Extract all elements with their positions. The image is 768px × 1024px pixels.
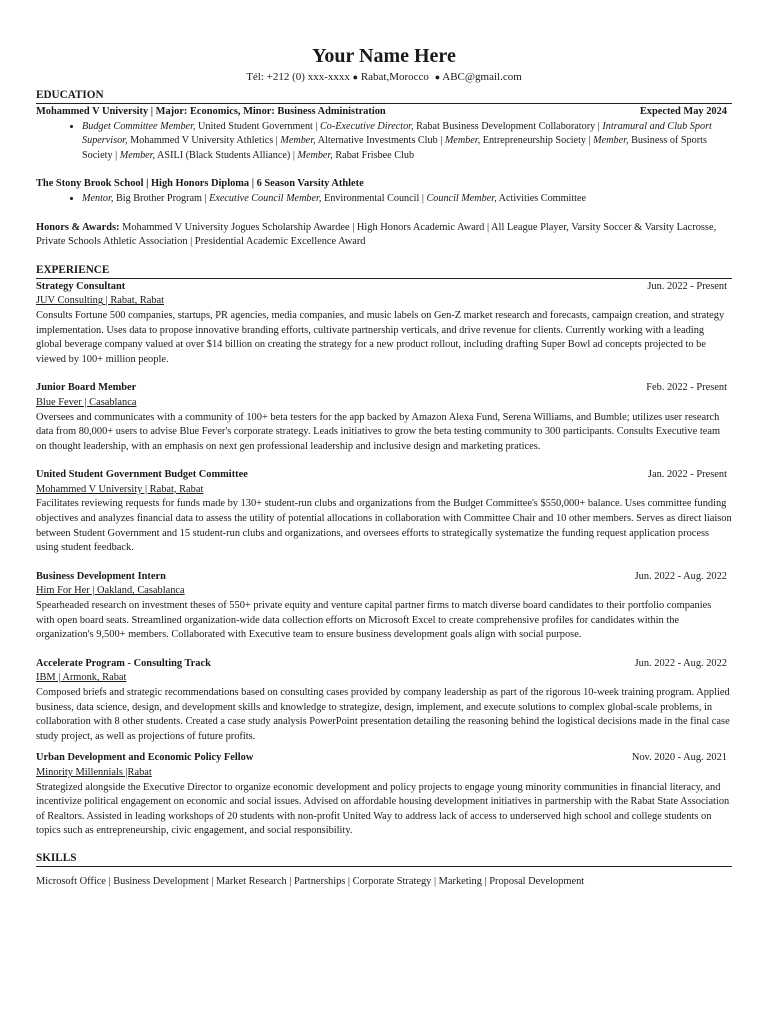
school-2-activities	[36, 192, 732, 207]
candidate-name: Your Name Here	[312, 45, 456, 67]
activity-role: Member,	[593, 135, 629, 147]
activity-org: Entrepreneurship Society |	[480, 135, 594, 147]
job-organization: JUV Consulting | Rabat, Rabat	[36, 295, 165, 307]
job-description: Spearheaded research on investment theses of 550+ private equity and venture capital partner firms to match diverse board candidates to their portfolio companies with open board seats. Streamlined organization-wide data collection efforts on Microsoft Excel to create comprehensive profiles for candidates within the organization's 9,500+ members. Collaborated with Executive team to ensure business development goals align with social purpose.	[36, 600, 712, 641]
honors-label: Honors & Awards:	[36, 221, 120, 233]
activity-role: Co-Executive Director,	[320, 120, 414, 132]
job-title: Strategy Consultant	[36, 280, 126, 292]
job-date: Jun. 2022 - Present	[647, 280, 727, 292]
job-title: United Student Government Budget Committee	[36, 469, 248, 481]
job-date: Jun. 2022 - Aug. 2022	[634, 570, 727, 582]
activity-role: Member,	[297, 149, 333, 161]
activity-role: Mentor,	[82, 192, 114, 204]
education-school-1	[36, 105, 732, 163]
job-description: Strategized alongside the Executive Director to organize economic development and policy projects to engage young minority communities in financial literacy, and incentivize political engagement on economic and social issues. Advised on affordable housing development initiatives in partnership with the Rabat State Association of Realtors. Assisted in leading workshops of 20 students with non-profit United Way to address lack of access to underserved high school and college students on topics such as entrepreneurship, civic engagement, and social responsibility.	[36, 781, 730, 837]
activity-org: Mohammed V University Athletics |	[127, 135, 281, 147]
job-entry	[36, 751, 732, 839]
skills-heading: SKILLS	[36, 851, 732, 867]
contact-location: Rabat,Morocco	[360, 71, 429, 83]
contact-email: ABC@gmail.com	[442, 71, 522, 83]
job-header	[36, 468, 732, 483]
job-entry	[36, 381, 732, 454]
contact-line	[36, 70, 732, 84]
job-description: Oversees and communicates with a community of 100+ beta testers for the app backed by Amazon Alexa Fund, Serena Williams, and Bumble; utilizes user research data from 80,000+ users to advise Blue Fever's corporate strategy. Leads initiatives to grow the beta testing community to 300 participants. Consults Executive team on thought leadership, with an emphasis on next gen professional leadership and inclusive design and marketing pratices.	[36, 411, 721, 452]
job-description: Composed briefs and strategic recommendations based on consulting cases provided by company leadership as part of the rigorous 10-week training program. Applied business, data science, design, and development skills and knowledge to strategize, design, implement, and execute solutions to complex global-scale problems, in collaboration with 8 other students. Created a case study analysis PowerPoint presentation detailing the reasoning behind the logistical decisions made in the final case study project, as well as projections of future profits.	[36, 687, 730, 742]
school-2-header	[36, 177, 732, 192]
activity-org: Business of Sports Society |	[82, 135, 707, 161]
activity-role: Member,	[119, 149, 156, 161]
activity-role: Member,	[280, 135, 316, 147]
school-2-heading: The Stony Brook School | High Honors Diploma | 6 Season Varsity Athlete	[36, 178, 364, 190]
job-entry	[36, 657, 732, 745]
job-organization: Minority Millennials |Rabat	[36, 766, 152, 778]
activity-org: United Student Government |	[195, 120, 321, 132]
activity-role: Intramural and Club Sport Supervisor,	[82, 120, 712, 147]
education-school-2	[36, 177, 732, 206]
job-header	[36, 381, 732, 396]
job-header	[36, 657, 732, 672]
activity-org: Rabat Business Development Collaboratory |	[413, 120, 603, 132]
school-1-header	[36, 105, 732, 120]
job-header	[36, 751, 732, 766]
contact-phone: Tél: +212 (0) xxx-xxxx	[246, 71, 350, 83]
job-date: Feb. 2022 - Present	[646, 382, 727, 394]
job-organization: IBM | Armonk, Rabat	[36, 672, 127, 684]
job-description: Consults Fortune 500 companies, startups, PR agencies, media companies, and music labels on Gen-Z market research and forecasts, campaign creation, and strategy implementation. Uses data to propose innovative branding efforts, cultivate partnership verticals, and drive revenue for clients. Currently working with a leading global beverage company valued at over $14 billion on creating the strategy for a new product rollout, including drafting Super Bowl ad concepts projected to be viewed by 100+ million people.	[36, 309, 725, 365]
school-1-activities-item	[82, 120, 732, 164]
job-title: Accelerate Program - Consulting Track	[36, 657, 211, 669]
skills-list: Microsoft Office | Business Development | Market Research | Partnerships | Corporate Strategy | Marketing | Proposal Development	[36, 875, 585, 887]
job-header	[36, 570, 732, 585]
honors-text: Mohammed V University Jogues Scholarship Awardee | High Honors Academic Award | All League Player, Varsity Soccer & Varsity Lacrosse, Private Schools Athletic Association | Presidential Academic Excellence Award	[36, 221, 717, 248]
job-title: Urban Development and Economic Policy Fellow	[36, 752, 254, 764]
school-1-date: Expected May 2024	[639, 106, 727, 117]
honors-awards	[36, 221, 732, 250]
activity-org: Environmental Council |	[321, 192, 427, 204]
activity-org: Alternative Investments Club |	[315, 135, 445, 147]
activity-org: Rabat Frisbee Club	[332, 149, 415, 161]
education-heading: EDUCATION	[36, 88, 732, 104]
school-2-activities-item	[82, 192, 732, 207]
job-date: Jan. 2022 - Present	[647, 469, 727, 481]
activity-org: Activities Committee	[496, 192, 587, 204]
job-header	[36, 280, 732, 295]
activity-role: Member,	[444, 135, 481, 147]
job-organization: Him For Her | Oakland, Casablanca	[36, 585, 185, 597]
job-title: Junior Board Member	[36, 382, 137, 394]
job-date: Jun. 2022 - Aug. 2022	[634, 657, 727, 669]
job-organization: Blue Fever | Casablanca	[36, 396, 137, 408]
activity-role: Executive Council Member,	[209, 192, 322, 204]
job-entry	[36, 468, 732, 556]
bullet-separator-2: ●	[434, 72, 441, 82]
activity-role: Council Member,	[426, 192, 497, 204]
activity-role: Budget Committee Member,	[82, 120, 196, 132]
job-description: Facilitates reviewing requests for funds made by 130+ student-run clubs and organizations from the Budget Committee's $550,000+ balance. Uses committee funding objectives and analyzes financial data to assess the utility of potential allocations in collaboration with Committee Chair and 10 other members. Serves as direct liaison between Student Government and 15 student-run clubs and organizations, and oversees efforts to strategically systematize the funding request application process using student feedback.	[36, 498, 732, 554]
job-organization: Mohammed V University | Rabat, Rabat	[36, 483, 204, 495]
school-1-heading: Mohammed V University | Major: Economics, Minor: Business Administration	[36, 106, 386, 117]
school-1-activities	[36, 120, 732, 164]
job-date: Nov. 2020 - Aug. 2021	[631, 752, 727, 764]
job-title: Business Development Intern	[36, 570, 166, 582]
job-entry	[36, 570, 732, 643]
activity-org: Big Brother Program |	[113, 192, 210, 204]
bullet-separator-1: ●	[352, 72, 359, 82]
experience-heading: EXPERIENCE	[36, 263, 732, 279]
job-entry	[36, 280, 732, 368]
activity-org: ASILI (Black Students Alliance) |	[155, 149, 298, 161]
